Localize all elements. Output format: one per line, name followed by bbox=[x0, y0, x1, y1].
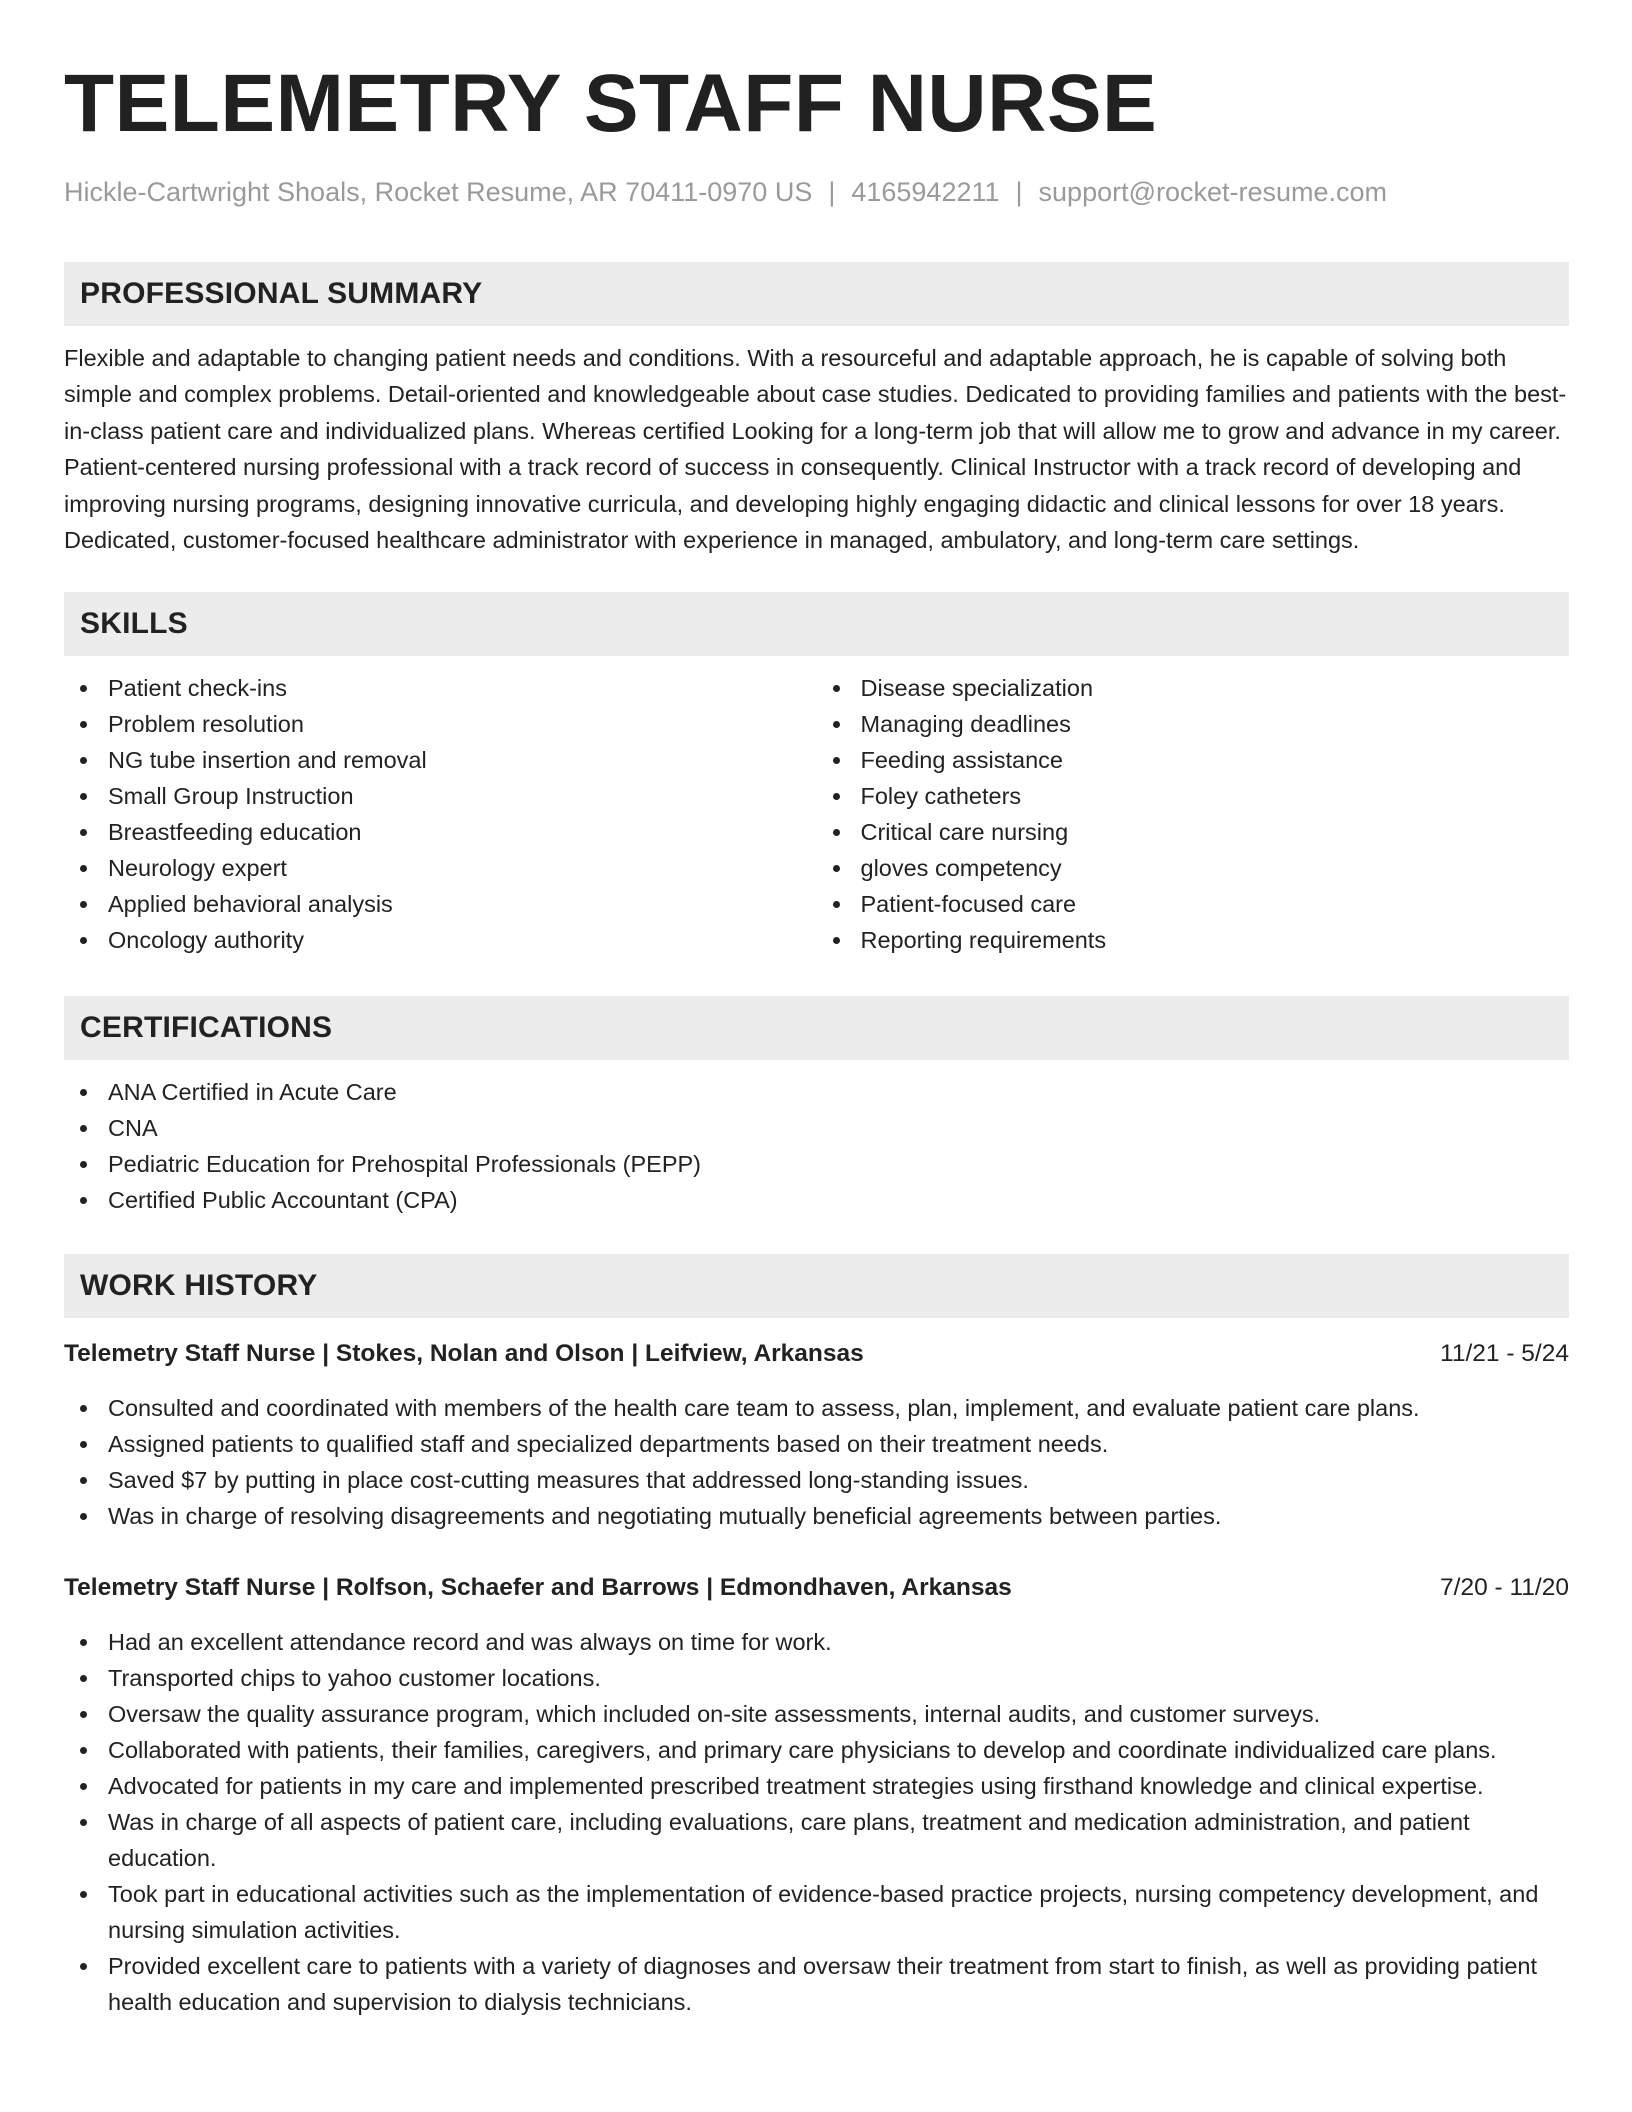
job-bullet: Advocated for patients in my care and implemented prescribed treatment strategies using firsthand knowledge and clinical expertise. bbox=[64, 1768, 1569, 1804]
certification-item: Certified Public Accountant (CPA) bbox=[64, 1182, 1569, 1218]
skill-item: Patient-focused care bbox=[817, 886, 1570, 922]
skills-heading: SKILLS bbox=[64, 592, 1569, 656]
job-bullet: Collaborated with patients, their families, caregivers, and primary care physicians to develop and coordinate individualized care plans. bbox=[64, 1732, 1569, 1768]
certification-item: Pediatric Education for Prehospital Professionals (PEPP) bbox=[64, 1146, 1569, 1182]
contact-line bbox=[64, 174, 1569, 210]
job-bullet: Provided excellent care to patients with a variety of diagnoses and oversaw their treatment from start to finish, as well as providing patient health education and supervision to dialysis technicians. bbox=[64, 1948, 1569, 2020]
skill-item: Patient check-ins bbox=[64, 670, 817, 706]
skill-item: Feeding assistance bbox=[817, 742, 1570, 778]
job-bullet: Was in charge of all aspects of patient care, including evaluations, care plans, treatment and medication administration, and patient education. bbox=[64, 1804, 1569, 1876]
work-history-heading: WORK HISTORY bbox=[64, 1254, 1569, 1318]
resume-name: TELEMETRY STAFF NURSE bbox=[64, 58, 1158, 149]
skill-item: NG tube insertion and removal bbox=[64, 742, 817, 778]
skill-item: Neurology expert bbox=[64, 850, 817, 886]
skill-item: Managing deadlines bbox=[817, 706, 1570, 742]
job-bullet: Consulted and coordinated with members of the health care team to assess, plan, implement, and evaluate patient care plans. bbox=[64, 1390, 1569, 1426]
certifications-heading: CERTIFICATIONS bbox=[64, 996, 1569, 1060]
job-title: Telemetry Staff Nurse | Stokes, Nolan and Olson | Leifview, Arkansas bbox=[64, 1340, 864, 1368]
job-bullet: Assigned patients to qualified staff and specialized departments based on their treatment needs. bbox=[64, 1426, 1569, 1462]
skill-item: Small Group Instruction bbox=[64, 778, 817, 814]
skill-item: Reporting requirements bbox=[817, 922, 1570, 958]
contact-email: support@rocket-resume.com bbox=[1038, 177, 1388, 207]
job-title: Telemetry Staff Nurse | Rolfson, Schaefer and Barrows | Edmondhaven, Arkansas bbox=[64, 1574, 1012, 1602]
job-bullet: Had an excellent attendance record and was always on time for work. bbox=[64, 1624, 1569, 1660]
contact-separator: | bbox=[828, 177, 836, 207]
skills-left-list bbox=[64, 670, 817, 958]
certification-item: ANA Certified in Acute Care bbox=[64, 1074, 1569, 1110]
skill-item: Critical care nursing bbox=[817, 814, 1570, 850]
job-bullet: Took part in educational activities such as the implementation of evidence-based practice projects, nursing competency development, and nursing simulation activities. bbox=[64, 1876, 1569, 1948]
job-header bbox=[64, 1336, 1569, 1372]
contact-separator: | bbox=[1015, 177, 1023, 207]
skill-item: Oncology authority bbox=[64, 922, 817, 958]
contact-phone: 4165942211 bbox=[851, 177, 1000, 207]
job-bullet-list bbox=[64, 1390, 1569, 1534]
certification-item: CNA bbox=[64, 1110, 1569, 1146]
job-bullet: Oversaw the quality assurance program, which included on-site assessments, internal audits, and customer surveys. bbox=[64, 1696, 1569, 1732]
contact-address: Hickle-Cartwright Shoals, Rocket Resume, AR 70411-0970 US bbox=[64, 177, 813, 207]
job-dates: 11/21 - 5/24 bbox=[1440, 1340, 1569, 1368]
skills-columns bbox=[64, 670, 1569, 958]
summary-heading: PROFESSIONAL SUMMARY bbox=[64, 262, 1569, 326]
skill-item: gloves competency bbox=[817, 850, 1570, 886]
job-bullet: Transported chips to yahoo customer locations. bbox=[64, 1660, 1569, 1696]
job-bullet-list bbox=[64, 1624, 1569, 2020]
skill-item: Problem resolution bbox=[64, 706, 817, 742]
skill-item: Applied behavioral analysis bbox=[64, 886, 817, 922]
skill-item: Disease specialization bbox=[817, 670, 1570, 706]
skill-item: Foley catheters bbox=[817, 778, 1570, 814]
skill-item: Breastfeeding education bbox=[64, 814, 817, 850]
job-bullet: Was in charge of resolving disagreements and negotiating mutually beneficial agreements between parties. bbox=[64, 1498, 1569, 1534]
skills-right-list bbox=[817, 670, 1570, 958]
job-dates: 7/20 - 11/20 bbox=[1440, 1574, 1569, 1602]
job-bullet: Saved $7 by putting in place cost-cutting measures that addressed long-standing issues. bbox=[64, 1462, 1569, 1498]
job-header bbox=[64, 1570, 1569, 1606]
certifications-list bbox=[64, 1074, 1569, 1218]
summary-text: Flexible and adaptable to changing patient needs and conditions. With a resourceful and adaptable approach, he is capable of solving both simple and complex problems. Detail-oriented and knowledgeable about case studies. Dedicated to providing families and patients with the best-in-class patient care and individualized plans. Whereas certified Looking for a long-term job that will allow me to grow and advance in my career. Patient-centered nursing professional with a track record of success in consequently. Clinical Instructor with a track record of developing and improving nursing programs, designing innovative curricula, and developing highly engaging didactic and clinical lessons for over 18 years. Dedicated, customer-focused healthcare administrator with experience in managed, ambulatory, and long-term care settings. bbox=[64, 345, 1567, 554]
